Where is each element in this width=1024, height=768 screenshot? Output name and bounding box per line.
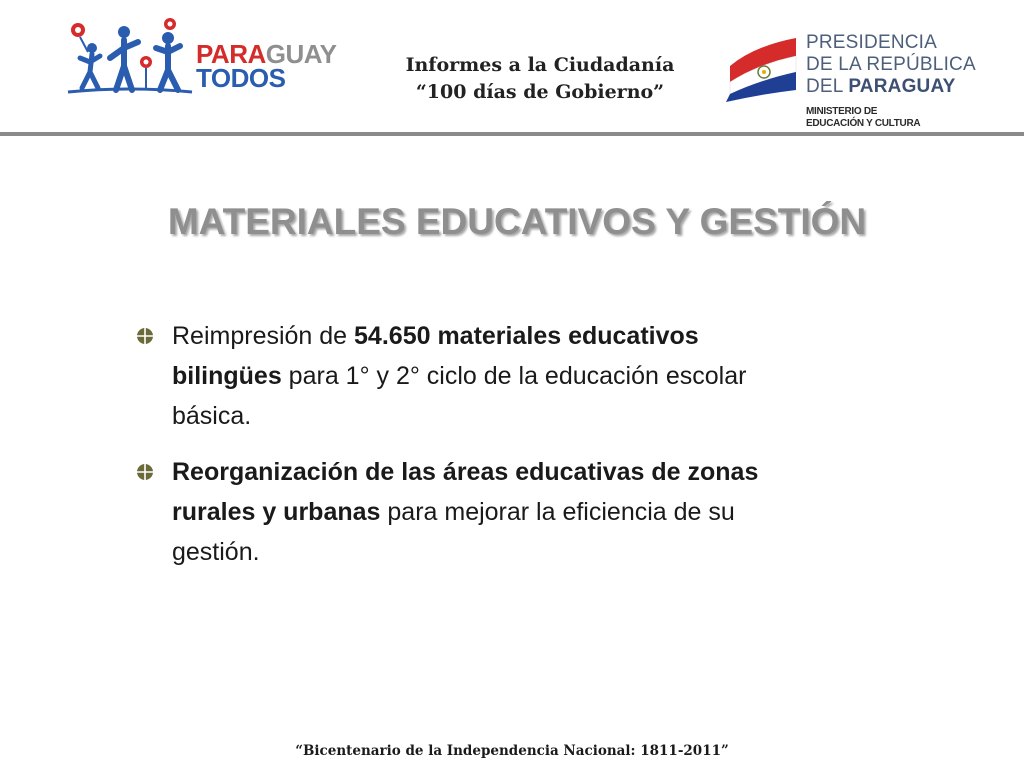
- bullet-prefix: Reimpresión de: [172, 322, 355, 350]
- header-title-line2: “100 días de Gobierno”: [415, 81, 665, 103]
- presidencia-line3: [806, 76, 976, 98]
- bullet-icon: [136, 463, 154, 481]
- bullet-suffix: para 1° y 2° ciclo de la educación escolar básica.: [172, 362, 747, 430]
- bullet-item: [136, 316, 776, 436]
- presidencia-logo: [724, 32, 1004, 132]
- ministry-line2: EDUCACIÓN Y CULTURA: [806, 118, 921, 129]
- wordmark-para: PARA: [196, 39, 266, 69]
- ministry-line1: MINISTERIO DE: [806, 106, 878, 117]
- bullet-icon: [136, 327, 154, 345]
- header-center-title: [360, 52, 720, 106]
- presidencia-line3-prefix: DEL: [806, 76, 849, 97]
- bullet-bold: Reorganización de las áreas educativas de zonas rurales y urbanas: [172, 458, 759, 526]
- header-divider: [0, 132, 1024, 136]
- presidencia-line2: DE LA REPÚBLICA: [806, 54, 976, 75]
- wordmark-todos: TODOS: [196, 63, 286, 93]
- people-figures-icon: [66, 18, 194, 98]
- footer-text: “Bicentenario de la Independencia Nacional: 1811-2011”: [295, 743, 729, 759]
- slide-title: MATERIALES EDUCATIVOS Y GESTIÓN: [167, 201, 867, 242]
- presidencia-line1: PRESIDENCIA: [806, 32, 938, 53]
- header: [0, 0, 1024, 136]
- paraguay-todos-logo: [66, 18, 356, 98]
- bullet-item: [136, 452, 776, 572]
- header-title-line1: Informes a la Ciudadanía: [405, 54, 675, 76]
- paraguay-flag-icon: [724, 36, 800, 102]
- bullet-bold: 54.650 materiales educativos bilingües: [172, 322, 699, 390]
- presidencia-wordmark: [806, 32, 976, 98]
- presidencia-line3-bold: PARAGUAY: [848, 76, 956, 97]
- bullet-list: [136, 316, 776, 588]
- paraguay-todos-wordmark: [196, 39, 337, 93]
- wordmark-guay: GUAY: [265, 39, 337, 69]
- bullet-suffix: para mejorar la eficiencia de su gestión.: [172, 498, 735, 566]
- ministry-label: [806, 106, 920, 130]
